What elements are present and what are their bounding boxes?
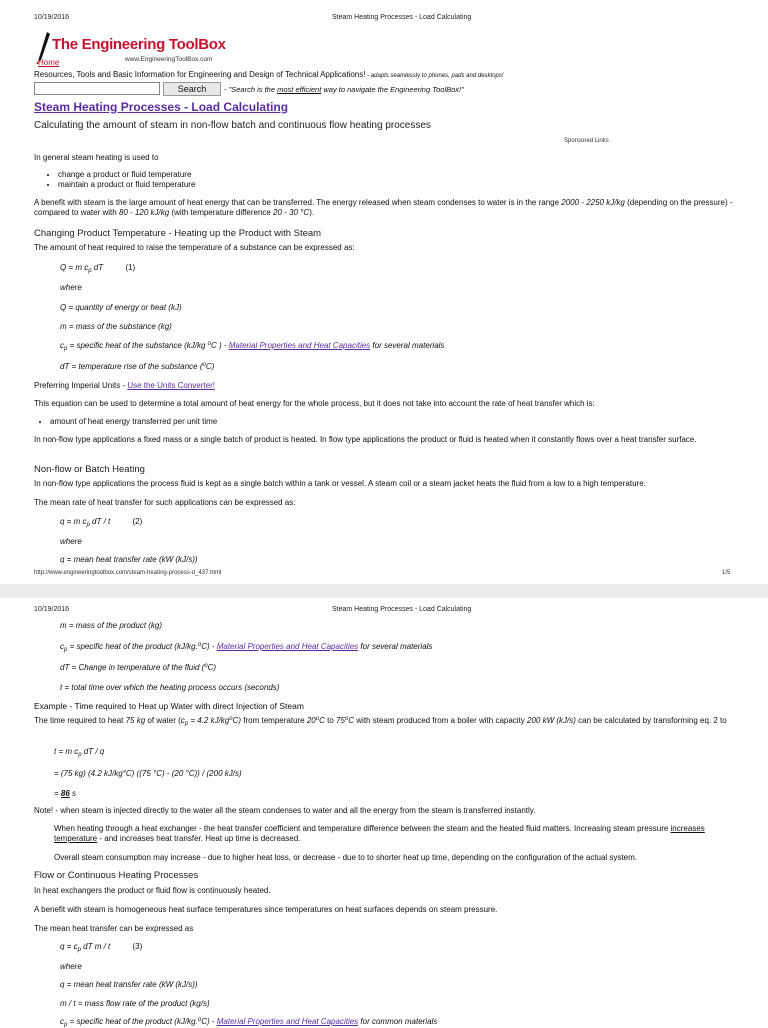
where-label: where (60, 962, 82, 971)
section-title-batch: Non-flow or Batch Heating (34, 464, 145, 475)
print-title: Steam Heating Processes - Load Calculating (332, 14, 472, 21)
brand-url: www.EngineeringToolBox.com (125, 56, 213, 63)
home-link[interactable]: Home (38, 58, 60, 67)
equation-1: Q = m $c_p$ dT (1) (60, 263, 136, 274)
print-title: Steam Heating Processes - Load Calculating (332, 606, 472, 613)
sec3-text3: The mean heat transfer can be expressed as (34, 924, 194, 933)
t-definition: t = total time over which the heating process occurs (seconds) (60, 683, 280, 692)
dt-definition: dT = Change in temperature of the fluid ($^o$C) (60, 663, 217, 672)
mt-definition: m / t = mass flow rate of the product (kg/s) (60, 999, 210, 1008)
equation-2: q = m $c_p$ dT / t (2) (60, 517, 143, 528)
footer-url: http://www.engineeringtoolbox.com/steam-heating-process-d_437.html (34, 570, 222, 576)
page-subtitle: Calculating the amount of steam in non-flow batch and continuous flow heating processes (34, 120, 431, 131)
brand-name: The Engineering ToolBox (52, 36, 226, 53)
equation-3: $q = c_p$ dT m / t (3) (60, 942, 143, 953)
sec2-text: In non-flow type applications the process fluid is kept as a single batch within a tank or vessel. A steam coil or a steam jacket heats the fluid from a low to a high temperature. (34, 479, 646, 488)
units-converter-link[interactable]: Use the Units Converter! (127, 381, 215, 390)
sponsored-label: Sponsored Links (564, 138, 609, 144)
benefit-paragraph: A benefit with steam is the large amount of heat energy that can be transferred. The energy released when steam condenses to water is in the range 2000 - 2250 kJ/kg (depending on the pressure) - compared to water with 80 - 120 kJ/kg (with temperature difference 20 - 30 °C). (34, 198, 733, 217)
material-properties-link[interactable]: Material Properties and Heat Capacities (216, 1017, 359, 1026)
search-button[interactable]: Search (163, 82, 221, 96)
sec2-text2: The mean rate of heat transfer for such applications can be expressed as: (34, 498, 296, 507)
example-title: Example - Time required to Heat up Water with direct Injection of Steam (34, 701, 304, 711)
dt-definition: dT = temperature rise of the substance ($^o$C) (60, 362, 215, 371)
calculation-result: = 86 s (54, 789, 77, 798)
tagline-small: - adapts seamlessly to phones, pads and desktops! (365, 73, 504, 79)
page-title[interactable]: Steam Heating Processes - Load Calculating (34, 100, 289, 114)
m-definition: m = mass of the substance (kg) (60, 322, 172, 331)
q-definition: Q = quantity of energy or heat (kJ) (60, 303, 182, 312)
search-input[interactable] (34, 82, 160, 95)
search-hint (224, 85, 464, 94)
footer-page: 1/5 (722, 570, 731, 576)
cp-definition: $c_p$ = specific heat of the substance (kJ/kg $^o$C ) - Material Properties and Heat Capacities for several materials (60, 341, 445, 352)
equation-transformed: t = m $c_p$ dT / q (54, 747, 105, 758)
search-hint-link[interactable]: most efficient (277, 85, 322, 94)
equation-use-text: This equation can be used to determine a total amount of heat energy for the whole process, but it does not take into account the rate of heat transfer which is: (34, 399, 595, 408)
q-rate-definition: q = mean heat transfer rate (kW (kJ/s)) (60, 980, 198, 989)
search-hint-c: way to navigate the Engineering ToolBox!" (321, 85, 464, 94)
intro-text: In general steam heating is used to (34, 153, 159, 162)
sec3-text2: A benefit with steam is homogeneous heat surface temperatures since temperatures on heat surfaces depends on steam pressure. (34, 905, 498, 914)
nonflow-paragraph: In non-flow type applications a fixed mass or a single batch of product is heated. In flow type applications the product or fluid is heated when it constantly flows over a heat transfer surface. (34, 435, 697, 444)
q-rate-definition: q = mean heat transfer rate (kW (kJ/s)) (60, 555, 198, 564)
cp-definition-3: $c_p$ = specific heat of the product (kJ/kg.$^o$C) - Material Properties and Heat Capacities for common materials (60, 1017, 438, 1028)
list-item: • maintain a product or fluid temperature (58, 180, 195, 190)
print-date: 10/19/2016 (34, 606, 70, 613)
search-hint-a: - "Search is the (224, 85, 278, 94)
imperial-units: Preferring Imperial Units - Use the Units Converter! (34, 381, 215, 390)
section-title-flow: Flow or Continuous Heating Processes (34, 870, 199, 881)
overall-text: Overall steam consumption may increase - due to higher heat loss, or decrease - due to to shorter heat up time, depending on the configuration of the actual system. (54, 853, 637, 862)
tagline (34, 70, 504, 81)
section-title-changing-temp: Changing Product Temperature - Heating up the Product with Steam (34, 228, 322, 239)
print-date: 10/19/2016 (34, 14, 70, 21)
sec1-text: The amount of heat required to raise the temperature of a substance can be expressed as: (34, 243, 355, 252)
material-properties-link[interactable]: Material Properties and Heat Capacities (228, 341, 371, 350)
cp-definition: $c_p$ = specific heat of the product (kJ/kg.$^o$C) - Material Properties and Heat Capacities for several materials (60, 642, 433, 653)
page-break (0, 584, 768, 598)
sec3-text: In heat exchangers the product or fluid flow is continuously heated. (34, 886, 271, 895)
tagline-text: Resources, Tools and Basic Information for Engineering and Design of Technical Applications! (34, 70, 366, 79)
note-text: Note! - when steam is injected directly to the water all the steam condenses to water and all the energy from the steam is transferred instantly. (34, 806, 536, 815)
uses-list (48, 170, 195, 190)
list-item: • change a product or fluid temperature (58, 170, 195, 180)
m-definition: m = mass of the product (kg) (60, 621, 163, 630)
list-item: • amount of heat energy transferred per unit time (50, 417, 217, 427)
material-properties-link[interactable]: Material Properties and Heat Capacities (216, 642, 359, 651)
example-paragraph: The time required to heat 75 kg of water ($c_p = 4.2$ $kJ/kg^oC$) from temperature 20$^o$C to 75$^o$C with steam produced from a boiler with capacity 200 kW (kJ/s) can be calculated by transforming eq. 2 to (34, 716, 727, 727)
where-label: where (60, 537, 82, 546)
rate-list (40, 417, 217, 427)
heat-exchanger-paragraph: When heating through a heat exchanger - the heat transfer coefficient and temperature difference between the steam and the heated fluid matters. Increasing steam pressure increases temperature - and increases heat transfer. Heat up time is decreased. (54, 824, 705, 843)
where-label: where (60, 283, 82, 292)
calculation-line: = (75 kg) (4.2 kJ/kg°C) ((75 °C) - (20 °C)) / (200 kJ/s) (54, 769, 242, 778)
